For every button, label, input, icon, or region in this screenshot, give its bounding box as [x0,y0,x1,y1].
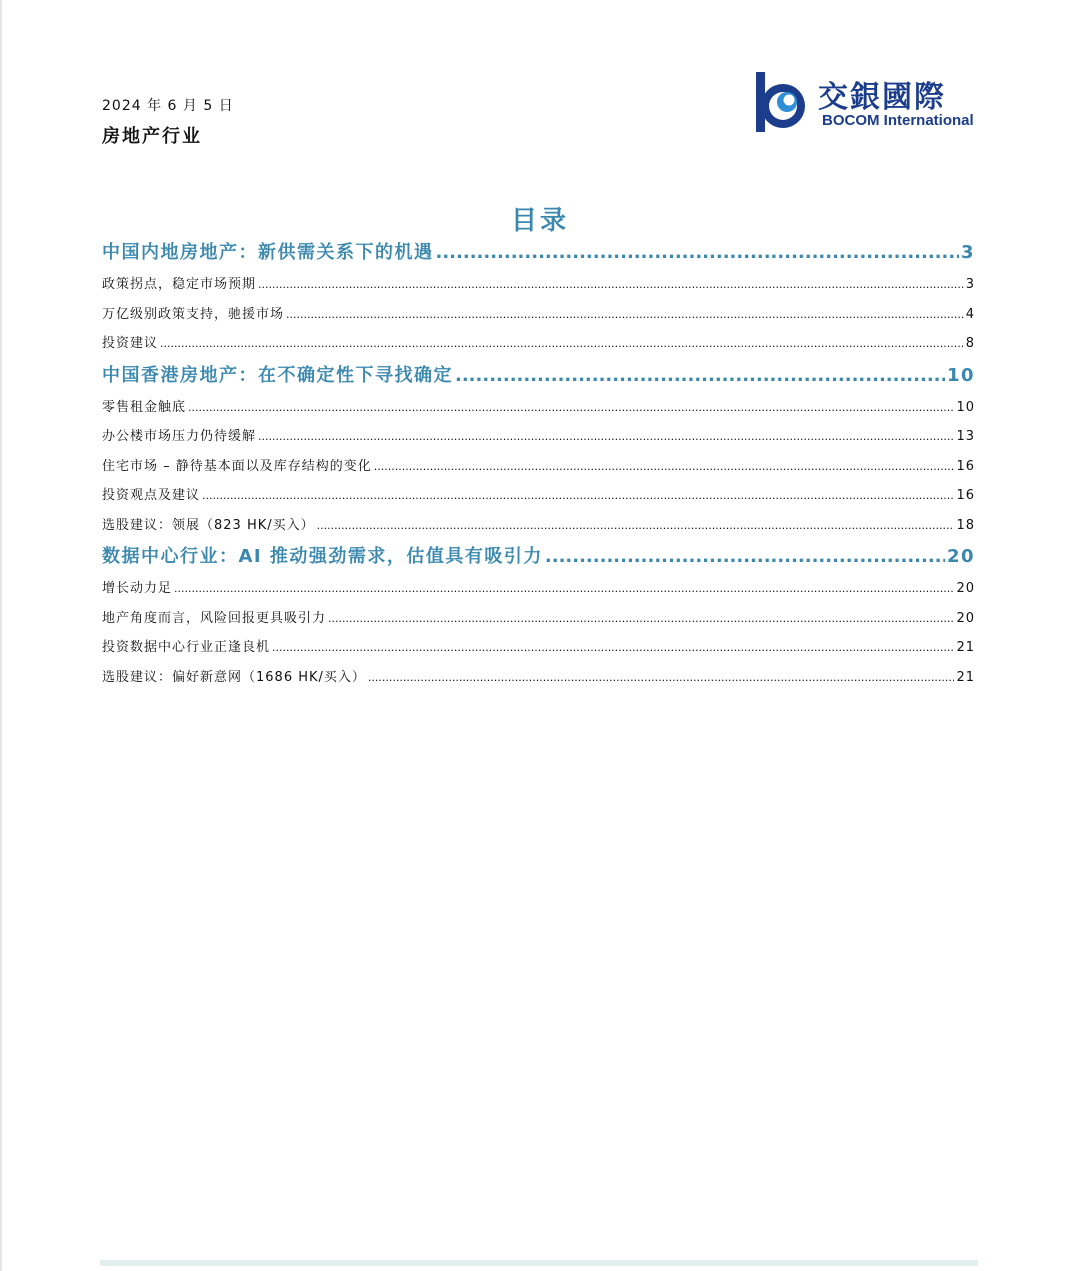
toc-section-title: 中国内地房地产：新供需关系下的机遇 [102,242,434,263]
toc-leader-dots [188,393,954,423]
toc-page-number: 20 [956,610,975,626]
toc-item[interactable] [102,574,975,604]
toc-leader-dots [272,633,954,663]
toc-item-title: 选股建议：领展（823 HK/买入） [102,517,315,533]
toc-item[interactable] [102,663,975,693]
toc-item[interactable] [102,604,975,634]
toc-item-title: 零售租金触底 [102,399,187,415]
toc-item-title: 办公楼市场压力仍待缓解 [102,429,257,444]
toc-leader-dots [258,270,964,300]
toc-item[interactable] [102,481,975,511]
toc-leader-dots [174,574,954,604]
table-of-contents [102,236,975,692]
toc-item[interactable] [102,393,975,423]
toc-page-number: 10 [946,364,975,386]
toc-item-title: 政策拐点，稳定市场预期 [102,277,257,292]
toc-item-title: 增长动力足 [102,581,173,596]
toc-item[interactable] [102,270,975,300]
toc-item[interactable] [102,511,975,541]
toc-section-2[interactable] [102,359,975,393]
bocom-logo [752,68,982,138]
toc-title: 目录 [510,206,569,236]
toc-page-number: 3 [965,277,975,292]
toc-page-number: 3 [960,242,975,263]
toc-page-number: 16 [956,458,975,474]
toc-page-number: 16 [956,488,975,503]
toc-item-title: 万亿级别政策支持，驰援市场 [102,306,285,322]
toc-item-title: 投资建议 [102,336,159,351]
toc-item-title: 投资数据中心行业正逢良机 [102,640,271,655]
toc-item[interactable] [102,452,975,482]
toc-page-number: 4 [965,306,975,322]
footer-divider [100,1260,978,1266]
toc-page-number: 18 [956,517,975,533]
toc-leader-dots [317,511,955,541]
toc-leader-dots [286,300,964,330]
bocom-logo-icon [752,68,814,134]
toc-leader-dots [436,236,959,270]
toc-section-3[interactable] [102,540,975,574]
toc-item[interactable] [102,633,975,663]
toc-item[interactable] [102,422,975,452]
report-industry: 房地产行业 [102,126,202,147]
toc-leader-dots [368,663,955,693]
toc-page-number: 20 [956,581,975,596]
toc-leader-dots [545,540,945,574]
toc-leader-dots [202,481,954,511]
toc-item-title: 地产角度而言，风险回报更具吸引力 [102,610,327,626]
toc-section-title: 中国香港房地产：在不确定性下寻找确定 [102,364,453,386]
toc-item-title: 选股建议：偏好新意网（1686 HK/买入） [102,669,366,685]
toc-section-1[interactable] [102,236,975,270]
toc-leader-dots [258,422,954,452]
toc-section-title: 数据中心行业：AI 推动强劲需求，估值具有吸引力 [102,546,543,567]
logo-name-english: BOCOM International [822,112,974,129]
toc-item[interactable] [102,300,975,330]
toc-item[interactable] [102,329,975,359]
toc-leader-dots [374,452,955,482]
toc-leader-dots [455,359,945,393]
page-left-edge [0,0,2,1271]
toc-page-number: 13 [956,429,975,444]
toc-page-number: 21 [956,640,975,655]
toc-page-number: 20 [946,546,975,567]
logo-name-chinese: 交銀國際 [818,80,946,115]
toc-item-title: 住宅市场 – 静待基本面以及库存结构的变化 [102,458,372,474]
toc-page-number: 21 [956,669,975,685]
toc-item-title: 投资观点及建议 [102,488,201,503]
toc-leader-dots [160,329,964,359]
toc-page-number: 10 [956,399,975,415]
toc-leader-dots [328,604,954,634]
report-date: 2024 年 6 月 5 日 [102,98,234,114]
toc-page-number: 8 [965,336,975,351]
